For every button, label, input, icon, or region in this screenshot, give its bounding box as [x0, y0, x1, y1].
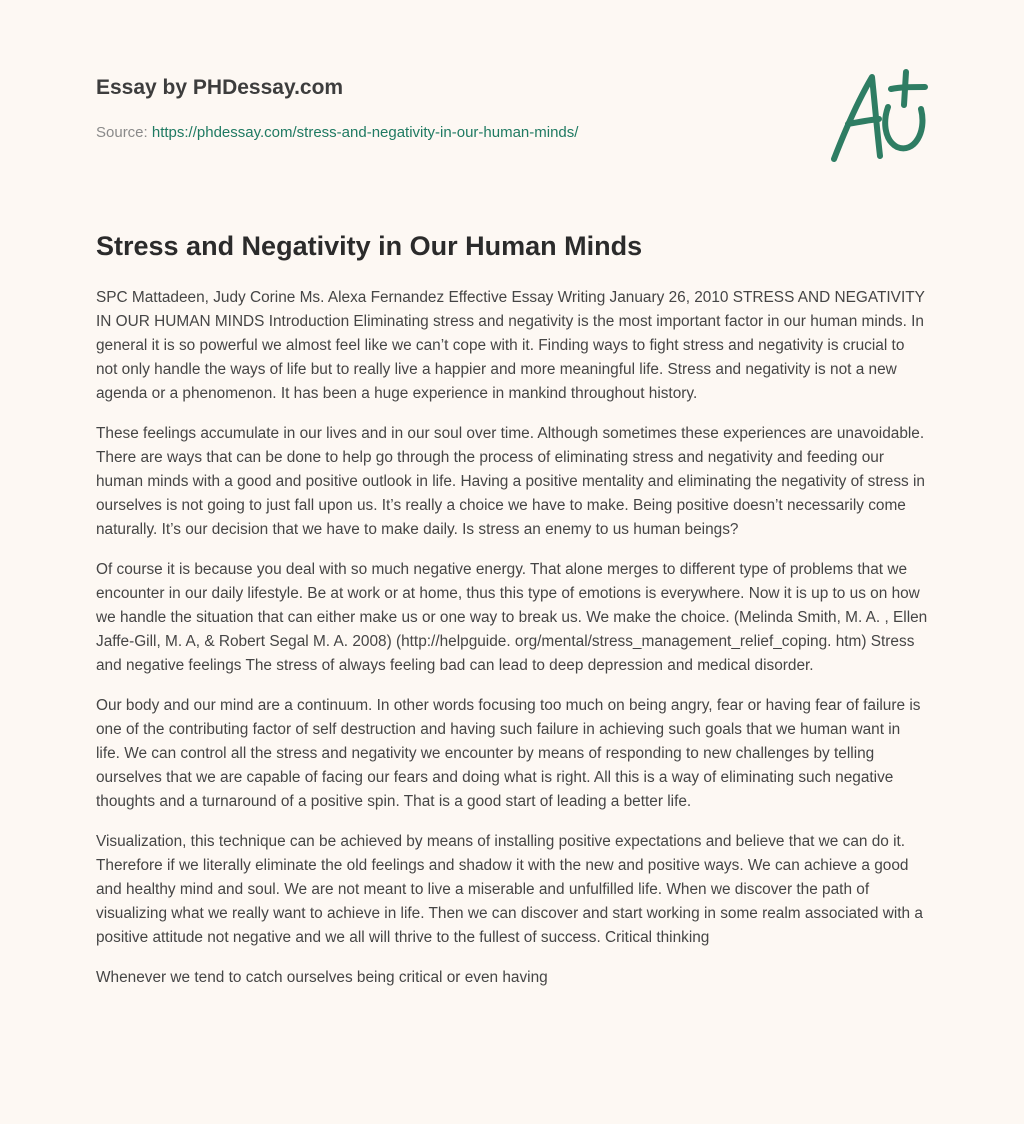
essay-paragraph: Our body and our mind are a continuum. In other words focusing too much on being angry, fear or having fear of failure is one of the contributing factor of self destruction and having such failure in achieving such goals that we human want in life. We can control all the stress and negativity we encounter by means of responding to new challenges by telling ourselves that we are capable of facing our fears and doing what is right. All this is a way of eliminating such negative thoughts and a turnaround of a positive spin. That is a good start of leading a better life.	[96, 697, 921, 810]
a-plus-grade-icon	[826, 66, 930, 166]
site-brand: Essay by PHDessay.com	[96, 76, 344, 99]
source-label: Source:	[96, 124, 148, 141]
essay-paragraph: Of course it is because you deal with so much negative energy. That alone merges to different type of problems that we encounter in our daily lifestyle. Be at work or at home, thus this type of emotions is everywhere. Now it is up to us on how we handle the situation that can either make us or one way to break us. We make the choice. (Melinda Smith, M. A. , Ellen Jaffe-Gill, M. A, & Robert Segal M. A. 2008) (http://helpguide. org/mental/stress_management_relief_coping. htm) Stress and negative feelings The stress of always feeling bad can lead to deep depression and medical disorder.	[96, 561, 928, 674]
essay-paragraph: These feelings accumulate in our lives and in our soul over time. Although sometimes these experiences are unavoidable. There are ways that can be done to help go through the process of eliminating stress and negativity and feeding our human minds with a good and positive outlook in life. Having a positive mentality and eliminating the negativity of stress in ourselves is not going to just fall upon us. It’s really a choice we have to make. Being positive doesn’t necessarily come naturally. It’s our decision that we have to make daily. Is stress an enemy to us human beings?	[96, 425, 925, 538]
essay-body	[96, 286, 928, 990]
source-line	[96, 124, 578, 141]
essay-paragraph: Visualization, this technique can be achieved by means of installing positive expectations and believe that we can do it. Therefore if we literally eliminate the old feelings and shadow it with the new and positive ways. We can achieve a good and healthy mind and soul. We are not meant to live a miserable and unfulfilled life. When we discover the path of visualizing what we really want to achieve in life. Then we can discover and start working in some realm associated with a positive attitude not negative and we all will thrive to the fullest of success. Critical thinking	[96, 833, 923, 946]
essay-title: Stress and Negativity in Our Human Minds	[96, 231, 643, 261]
essay-paragraph: Whenever we tend to catch ourselves being critical or even having	[96, 969, 548, 986]
essay-paragraph: SPC Mattadeen, Judy Corine Ms. Alexa Fernandez Effective Essay Writing January 26, 2010 STRESS AND NEGATIVITY IN OUR HUMAN MINDS Introduction Eliminating stress and negativity is the most important factor in our human minds. In general it is so powerful we almost feel like we can’t cope with it. Finding ways to fight stress and negativity is crucial to not only handle the ways of life but to really live a happier and more meaningful life. Stress and negativity is not a new agenda or a phenomenon. It has been a huge experience in mankind throughout history.	[96, 289, 925, 402]
logo-plus-horizontal	[891, 87, 925, 89]
logo-swoosh	[885, 107, 922, 148]
page-header	[96, 0, 928, 190]
source-link[interactable]: https://phdessay.com/stress-and-negativity-in-our-human-minds/	[151, 124, 579, 141]
